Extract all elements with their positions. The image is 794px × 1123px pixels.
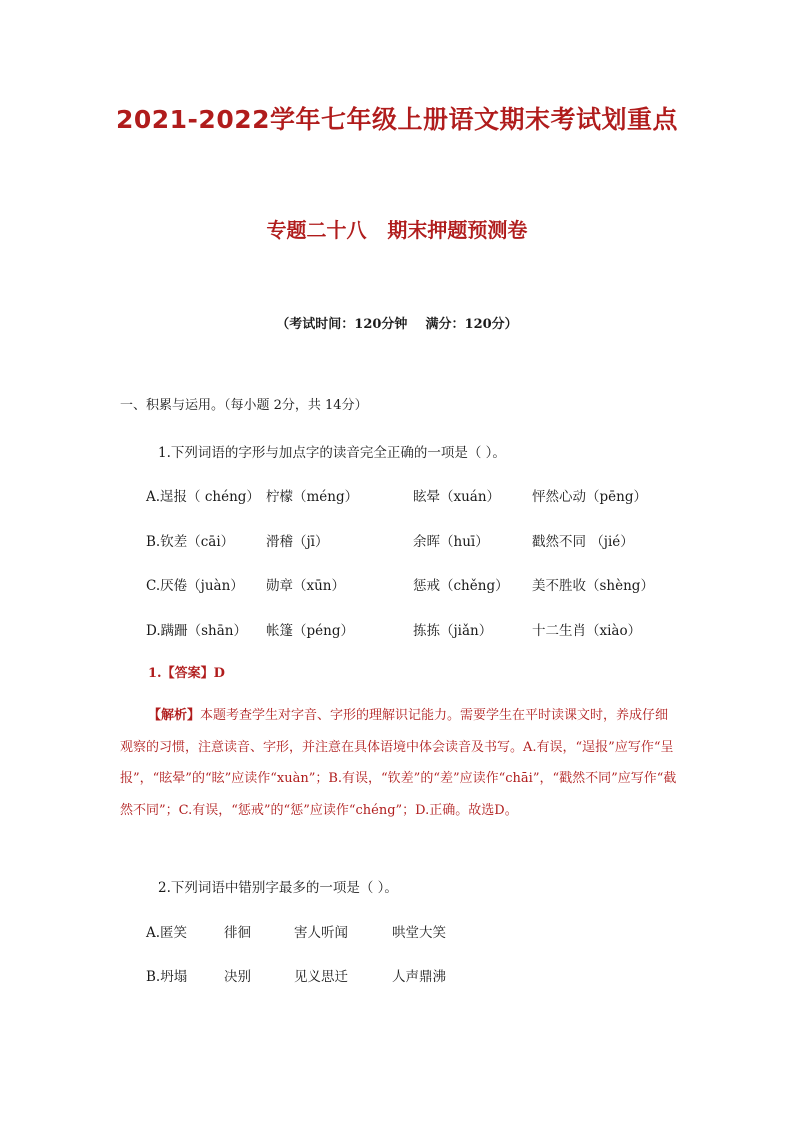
- document-title: 2021-2022学年七年级上册语文期末考试划重点: [115, 105, 679, 134]
- analysis-tag: 【解析】: [148, 708, 201, 723]
- option-item: 滑稽（jī）: [266, 534, 329, 550]
- option-item: B.钦差（cāi）: [146, 534, 235, 550]
- option-item: 人声鼎沸: [392, 969, 446, 985]
- q1-option-row-c: [146, 574, 706, 596]
- option-item: 怦然心动（pēng）: [532, 489, 647, 505]
- section-heading: 一、积累与运用。（每小题 2分，共 14分）: [120, 398, 368, 413]
- option-item: 十二生肖（xiào）: [532, 623, 642, 639]
- option-item: 哄堂大笑: [392, 925, 446, 941]
- option-item: 美不胜收（shèng）: [532, 578, 654, 594]
- q1-analysis: [120, 700, 680, 826]
- q2-option-row-a: [146, 921, 706, 943]
- option-item: D.蹒跚（shān）: [146, 623, 247, 639]
- option-item: A.逞报（ chéng）: [146, 489, 260, 505]
- option-item: C.厌倦（juàn）: [146, 578, 244, 594]
- q1-option-row-d: [146, 619, 706, 641]
- option-item: A.匿笑: [146, 925, 188, 941]
- q2-option-row-b: [146, 965, 706, 987]
- q1-option-row-b: [146, 530, 706, 552]
- option-item: 帐篷（péng）: [266, 623, 354, 639]
- option-item: 害人听闻: [294, 925, 348, 941]
- option-item: 余晖（huī）: [413, 534, 489, 550]
- option-item: 惩戒（chěng）: [413, 578, 509, 594]
- question-1-stem: 1.下列词语的字形与加点字的读音完全正确的一项是（ ）。: [158, 445, 506, 461]
- option-item: 勋章（xūn）: [266, 578, 346, 594]
- q1-answer: 1.【答案】D: [148, 666, 225, 681]
- exam-info: （考试时间：120分钟 满分：120分）: [276, 317, 518, 332]
- q1-option-row-a: [146, 485, 706, 507]
- document-subtitle: 专题二十八 期末押题预测卷: [266, 218, 528, 242]
- option-item: 柠檬（méng）: [266, 489, 359, 505]
- option-item: 决别: [224, 969, 251, 985]
- option-item: 戳然不同 （jié）: [532, 534, 634, 550]
- option-item: 拣拣（jiǎn）: [413, 623, 493, 639]
- option-item: 眩晕（xuán）: [413, 489, 501, 505]
- question-2-stem: 2.下列词语中错别字最多的一项是（ ）。: [158, 880, 398, 896]
- option-item: 徘徊: [224, 925, 251, 941]
- option-item: B.坍塌: [146, 969, 188, 985]
- analysis-text: 本题考查学生对字音、字形的理解识记能力。需要学生在平时读课文时，养成仔细观察的习惯，注意读音、字形，并注意在具体语境中体会读音及书写。A.有误，“逞报”应写作“呈报”，“眩晕”的“眩”应读作“xuàn”；B.有误，“钦差”的“差”应读作“chāi”，“戳然不同”应写作“截然不同”；C.有误，“惩戒”的“惩”应读作“chéng”；D.正确。故选D。: [120, 708, 677, 818]
- option-item: 见义思迁: [294, 969, 348, 985]
